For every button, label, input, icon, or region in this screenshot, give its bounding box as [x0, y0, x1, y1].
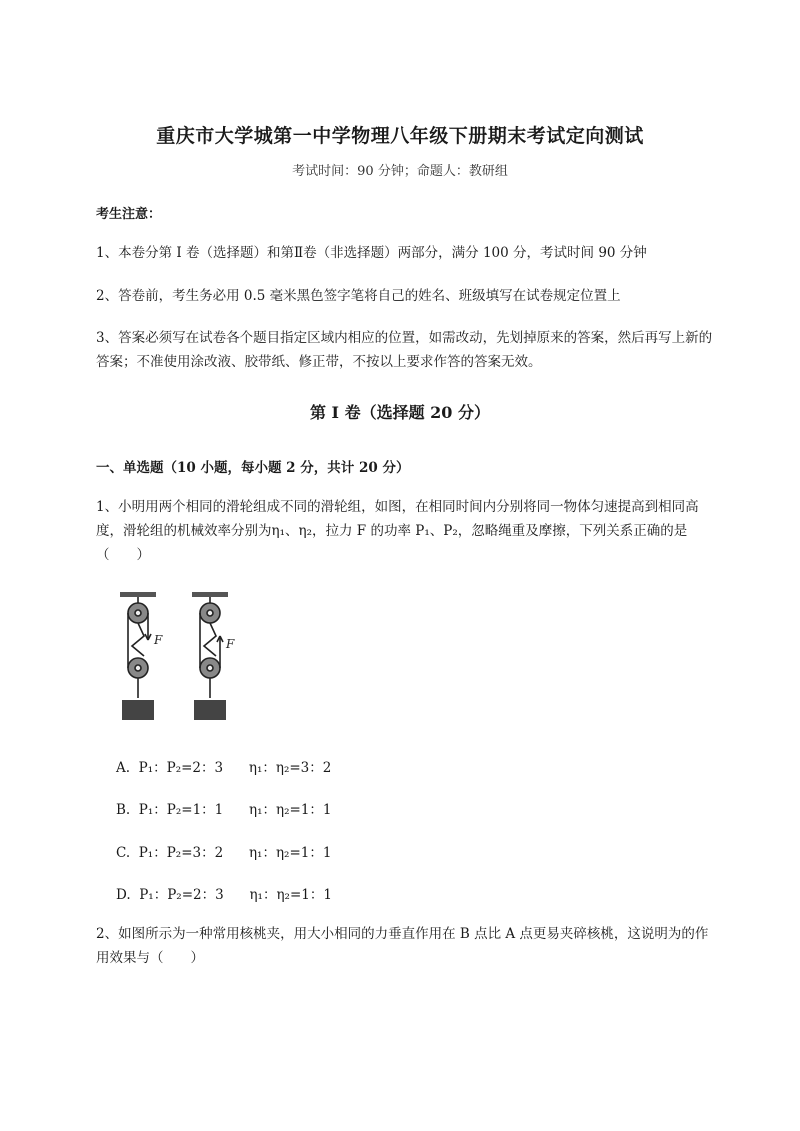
- notice-item-3: 3、答案必须写在试卷各个题目指定区域内相应的位置，如需改动，先划掉原来的答案，然后再写上新的答案；不准使用涂改液、胶带纸、修正带，不按以上要求作答的答案无效。: [96, 330, 713, 370]
- notice-heading: 考生注意：: [96, 207, 162, 222]
- question-1-text: 1、小明用两个相同的滑轮组成不同的滑轮组，如图，在相同时间内分别将同一物体匀速提高到相同高度，滑轮组的机械效率分别为η₁、η₂，拉力 F 的功率 P₁、P₂，忽略绳重及摩擦，下列关系正确的是（ ）: [96, 499, 699, 563]
- part-heading: 一、单选题（10 小题，每小题 2 分，共计 20 分）: [96, 460, 410, 476]
- force-label-2: F: [226, 637, 235, 651]
- option-b[interactable]: B. P₁：P₂=1：1 η₁：η₂=1：1: [116, 802, 332, 818]
- section-title: 第 I 卷（选择题 20 分）: [309, 403, 491, 422]
- pulley-system-1: [120, 592, 156, 720]
- pulley-diagram: [110, 588, 250, 728]
- option-a[interactable]: A. P₁：P₂=2：3 η₁：η₂=3：2: [116, 760, 332, 776]
- question-2-text: 2、如图所示为一种常用核桃夹，用大小相同的力垂直作用在 B 点比 A 点更易夹碎核桃，这说明为的作用效果与（ ）: [96, 926, 709, 966]
- exam-info: 考试时间：90 分钟；命题人：教研组: [292, 164, 508, 179]
- force-label-1: F: [154, 633, 163, 647]
- notice-item-2: 2、答卷前，考生务必用 0.5 毫米黑色签字笔将自己的姓名、班级填写在试卷规定位置上: [96, 288, 621, 304]
- page-title: 重庆市大学城第一中学物理八年级下册期末考试定向测试: [156, 125, 644, 147]
- pulley-system-2: [192, 592, 228, 720]
- option-c[interactable]: C. P₁：P₂=3：2 η₁：η₂=1：1: [116, 845, 332, 861]
- notice-item-1: 1、本卷分第 I 卷（选择题）和第Ⅱ卷（非选择题）两部分，满分 100 分，考试时间 90 分钟: [96, 245, 647, 261]
- option-d[interactable]: D. P₁：P₂=2：3 η₁：η₂=1：1: [116, 887, 332, 903]
